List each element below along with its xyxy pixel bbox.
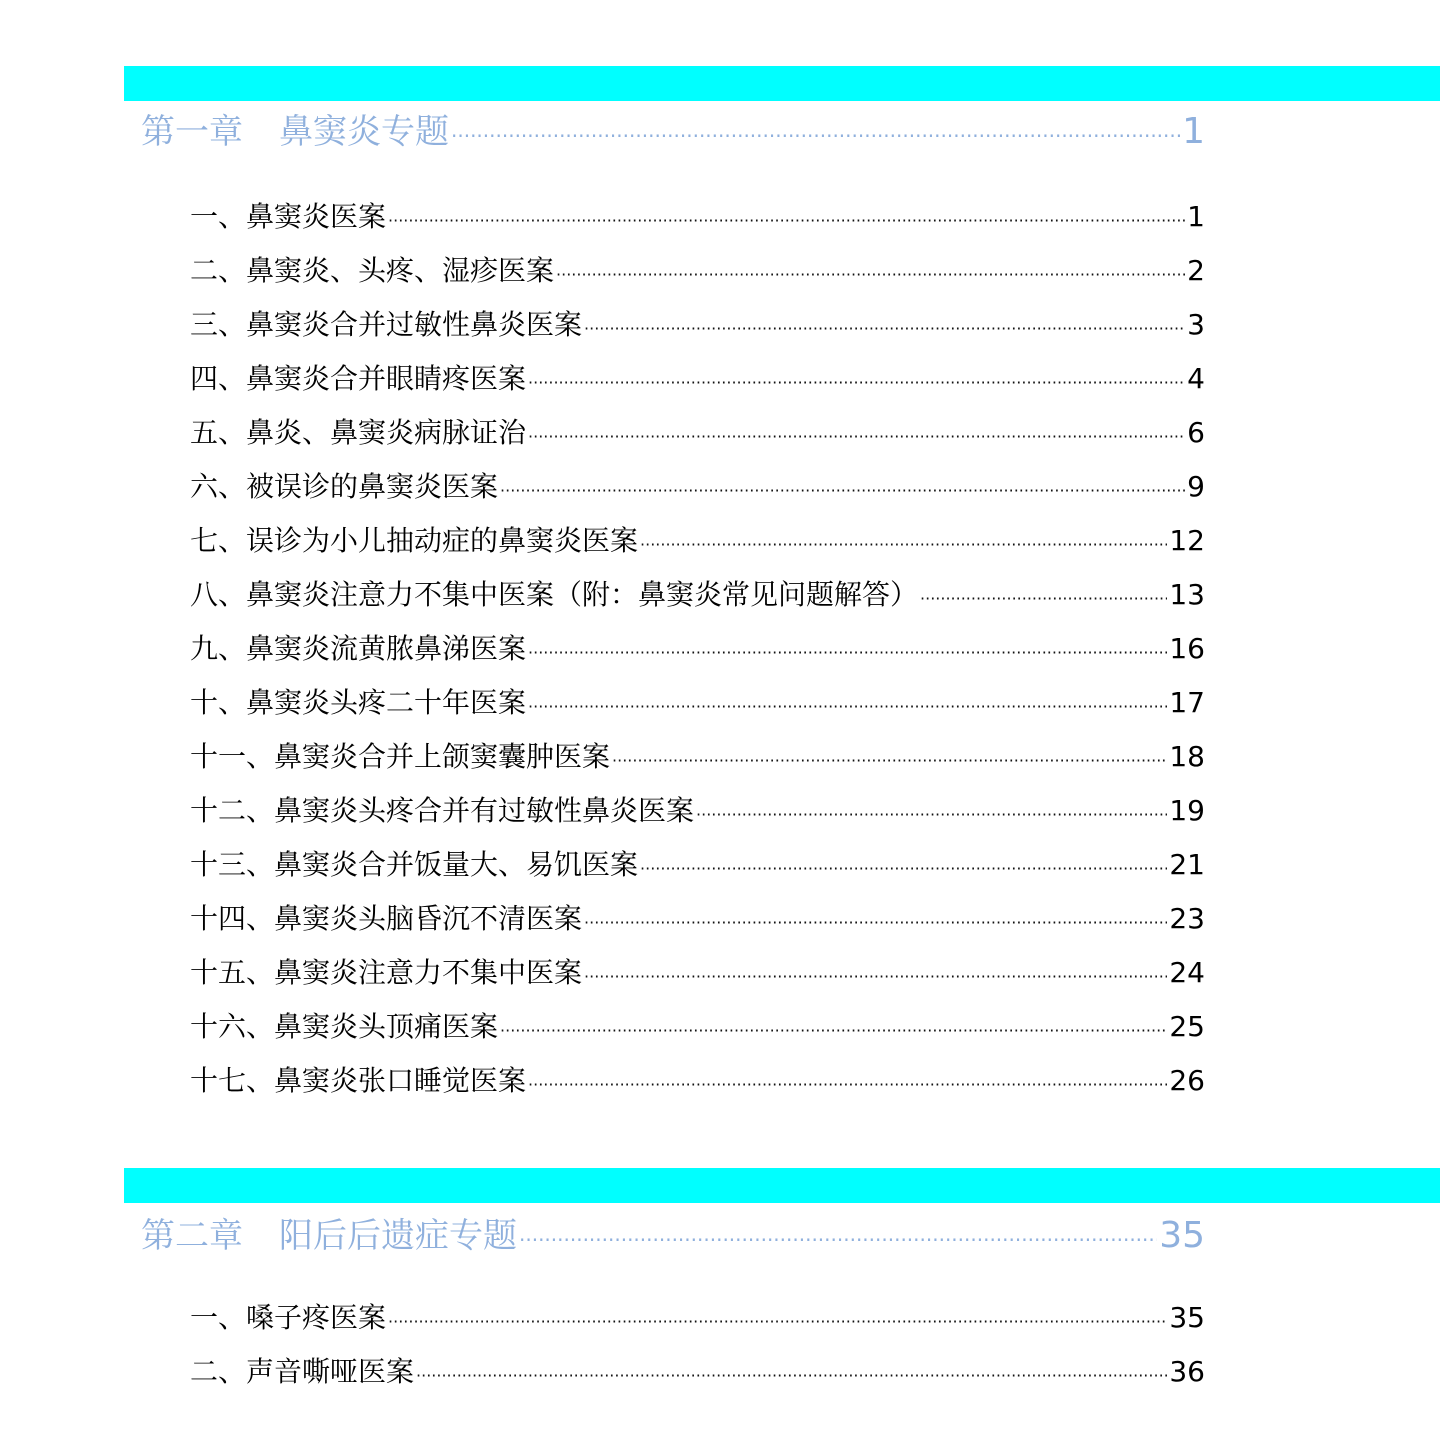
toc-entry[interactable] xyxy=(190,1005,1205,1045)
dot-leader xyxy=(556,265,1185,284)
toc-entry[interactable] xyxy=(190,249,1205,289)
entry-title: 一、鼻窦炎医案 xyxy=(190,200,387,233)
dot-leader xyxy=(528,427,1185,446)
chapter-heading-2[interactable] xyxy=(141,1208,1205,1256)
entry-page-number: 9 xyxy=(1187,470,1205,503)
toc-entry[interactable] xyxy=(190,897,1205,937)
entry-title: 十五、鼻窦炎注意力不集中医案 xyxy=(190,956,583,989)
toc-entry[interactable] xyxy=(190,627,1205,667)
entry-page-number: 26 xyxy=(1169,1064,1205,1097)
dot-leader xyxy=(451,124,1180,148)
entry-page-number: 4 xyxy=(1187,362,1205,395)
entry-page-number: 19 xyxy=(1169,794,1205,827)
entry-page-number: 36 xyxy=(1169,1355,1205,1388)
entry-page-number: 16 xyxy=(1169,632,1205,665)
dot-leader xyxy=(584,913,1167,932)
entry-title: 三、鼻窦炎合并过敏性鼻炎医案 xyxy=(190,308,583,341)
toc-entry[interactable] xyxy=(190,789,1205,829)
entry-title: 十二、鼻窦炎头疼合并有过敏性鼻炎医案 xyxy=(190,794,695,827)
dot-leader xyxy=(388,211,1185,230)
chapter-page-number: 1 xyxy=(1182,111,1205,152)
dot-leader xyxy=(528,697,1167,716)
dot-leader xyxy=(640,859,1167,878)
entry-page-number: 25 xyxy=(1169,1010,1205,1043)
toc-entry[interactable] xyxy=(190,681,1205,721)
entry-title: 十一、鼻窦炎合并上颌窦囊肿医案 xyxy=(190,740,611,773)
dot-leader xyxy=(640,535,1167,554)
entry-page-number: 24 xyxy=(1169,956,1205,989)
dot-leader xyxy=(584,967,1167,986)
entry-title: 八、鼻窦炎注意力不集中医案（附：鼻窦炎常见问题解答） xyxy=(190,578,919,611)
dot-leader xyxy=(500,1021,1167,1040)
toc-entry[interactable] xyxy=(190,411,1205,451)
entry-title: 一、嗓子疼医案 xyxy=(190,1301,387,1334)
dot-leader xyxy=(584,319,1185,338)
entry-title: 十三、鼻窦炎合并饭量大、易饥医案 xyxy=(190,848,639,881)
chapter-number: 第二章 xyxy=(141,1216,243,1256)
toc-entry[interactable] xyxy=(190,843,1205,883)
chapter-band xyxy=(124,66,1440,101)
chapter-band xyxy=(124,1168,1440,1203)
entry-title: 七、误诊为小儿抽动症的鼻窦炎医案 xyxy=(190,524,639,557)
chapter-name: 鼻窦炎专题 xyxy=(279,112,449,152)
entry-page-number: 3 xyxy=(1187,308,1205,341)
entry-page-number: 13 xyxy=(1169,578,1205,611)
toc-entry[interactable] xyxy=(190,735,1205,775)
entry-title: 二、声音嘶哑医案 xyxy=(190,1355,415,1388)
toc-entry[interactable] xyxy=(190,303,1205,343)
entry-page-number: 12 xyxy=(1169,524,1205,557)
toc-entry[interactable] xyxy=(190,573,1205,613)
chapter-title xyxy=(141,104,449,153)
toc-entry[interactable] xyxy=(190,519,1205,559)
toc-entry[interactable] xyxy=(190,465,1205,505)
entry-page-number: 17 xyxy=(1169,686,1205,719)
entry-title: 四、鼻窦炎合并眼睛疼医案 xyxy=(190,362,527,395)
entry-title: 九、鼻窦炎流黄脓鼻涕医案 xyxy=(190,632,527,665)
entry-page-number: 23 xyxy=(1169,902,1205,935)
entry-title: 五、鼻炎、鼻窦炎病脉证治 xyxy=(190,416,527,449)
entry-title: 十四、鼻窦炎头脑昏沉不清医案 xyxy=(190,902,583,935)
dot-leader xyxy=(920,589,1167,608)
entry-title: 六、被误诊的鼻窦炎医案 xyxy=(190,470,499,503)
entry-page-number: 1 xyxy=(1187,200,1205,233)
entry-page-number: 35 xyxy=(1169,1301,1205,1334)
entry-page-number: 2 xyxy=(1187,254,1205,287)
dot-leader xyxy=(519,1228,1157,1252)
toc-entry[interactable] xyxy=(190,357,1205,397)
chapter-name: 阳后后遗症专题 xyxy=(279,1216,517,1256)
chapter-heading-1[interactable] xyxy=(141,104,1205,152)
dot-leader xyxy=(612,751,1167,770)
dot-leader xyxy=(416,1366,1167,1385)
entry-title: 十六、鼻窦炎头顶痛医案 xyxy=(190,1010,499,1043)
entry-page-number: 6 xyxy=(1187,416,1205,449)
dot-leader xyxy=(500,481,1185,500)
dot-leader xyxy=(528,643,1167,662)
entry-page-number: 21 xyxy=(1169,848,1205,881)
chapter-page-number: 35 xyxy=(1159,1215,1205,1256)
dot-leader xyxy=(388,1312,1167,1331)
entry-page-number: 18 xyxy=(1169,740,1205,773)
entry-title: 十七、鼻窦炎张口睡觉医案 xyxy=(190,1064,527,1097)
dot-leader xyxy=(528,1075,1167,1094)
toc-entry[interactable] xyxy=(190,195,1205,235)
toc-entry[interactable] xyxy=(190,1350,1205,1390)
chapter-number: 第一章 xyxy=(141,112,243,152)
entry-title: 二、鼻窦炎、头疼、湿疹医案 xyxy=(190,254,555,287)
dot-leader xyxy=(528,373,1185,392)
toc-entry[interactable] xyxy=(190,1059,1205,1099)
toc-entry[interactable] xyxy=(190,951,1205,991)
page-bottom-edge xyxy=(0,1412,1440,1440)
entry-title: 十、鼻窦炎头疼二十年医案 xyxy=(190,686,527,719)
dot-leader xyxy=(696,805,1167,824)
toc-entry[interactable] xyxy=(190,1296,1205,1336)
chapter-title xyxy=(141,1208,517,1257)
